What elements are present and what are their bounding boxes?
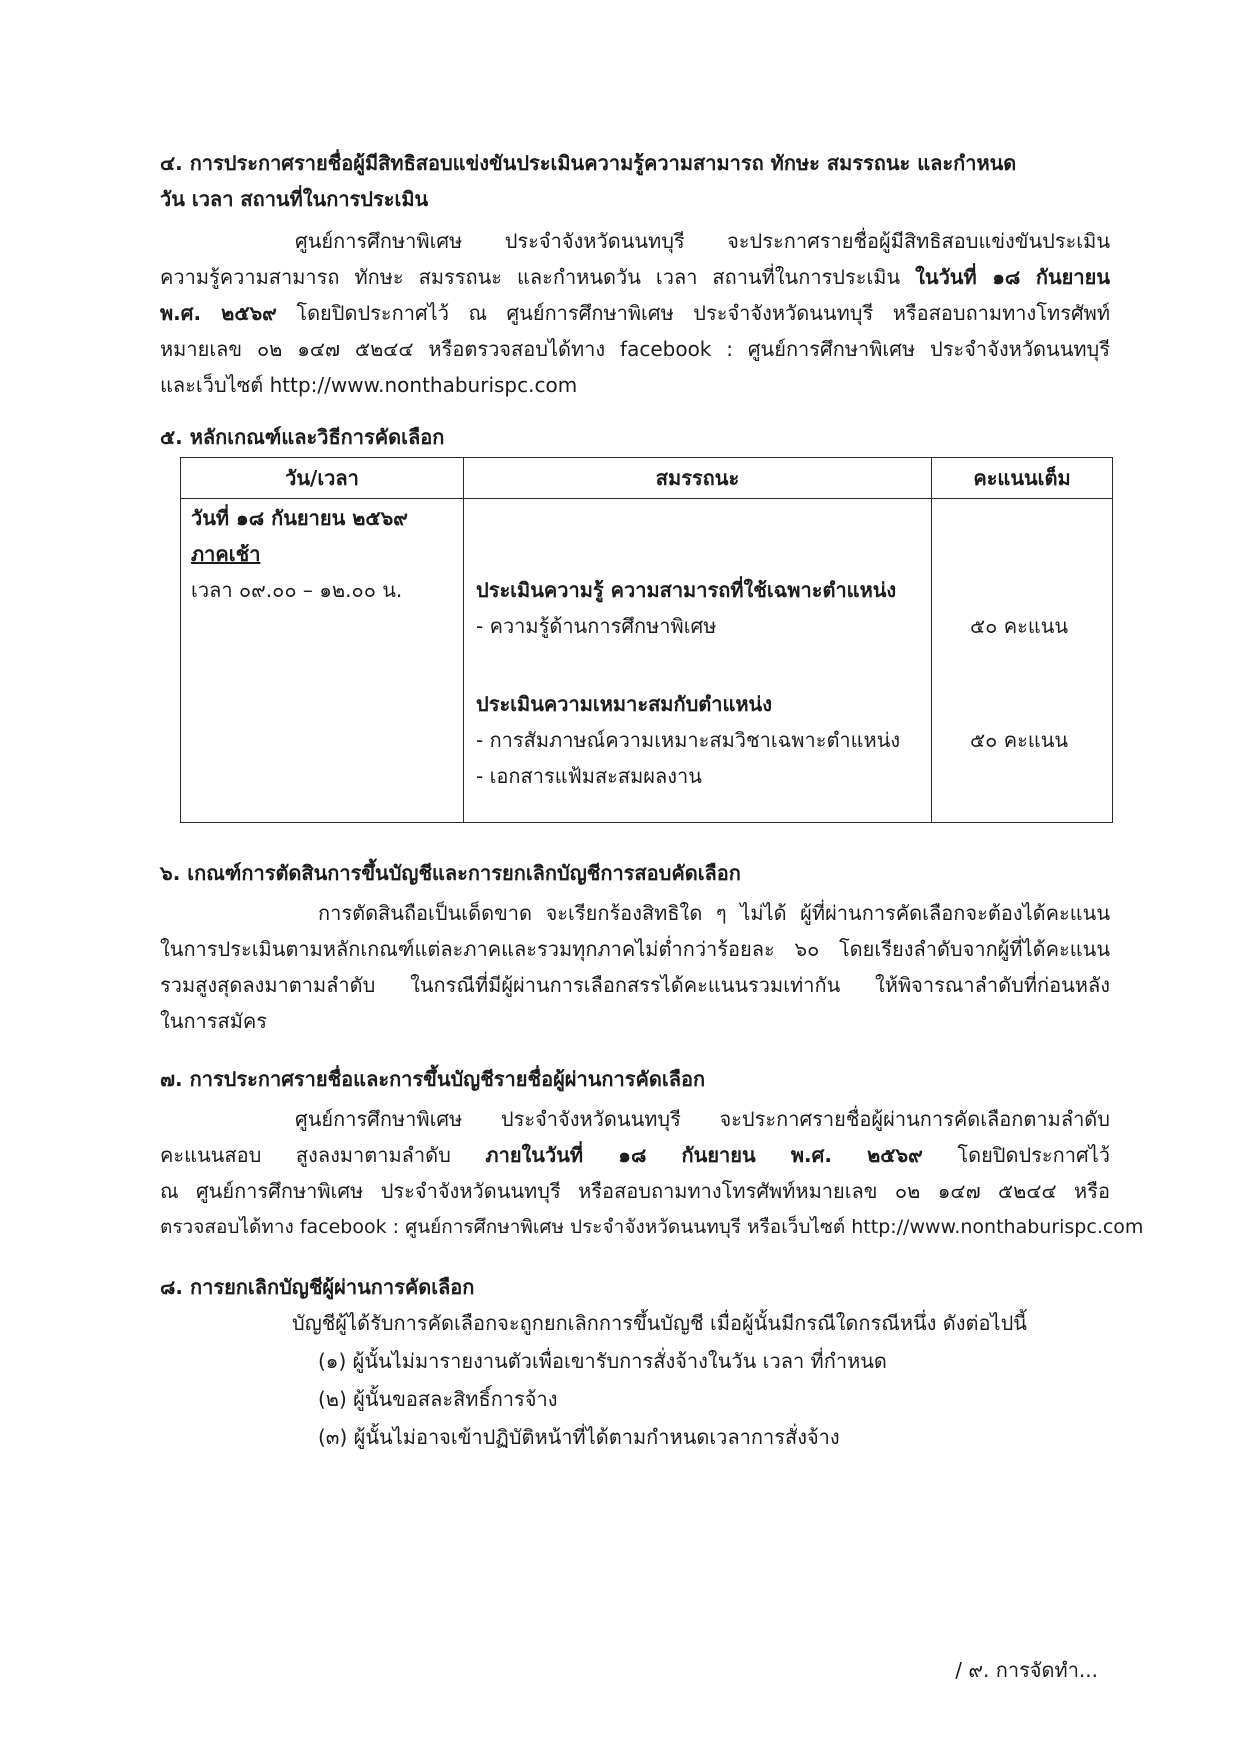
cell-competency [464, 499, 932, 823]
table-row [181, 499, 1113, 823]
score-1: ๕๐ คะแนน [970, 614, 1069, 638]
header-competency: สมรรถนะ [464, 458, 932, 499]
section-8-intro: บัญชีผู้ได้รับการคัดเลือกจะถูกยกเลิกการขึ้นบัญชี เมื่อผู้นั้นมีกรณีใดกรณีหนึ่ง ดังต่อไปนี้ [292, 1311, 1027, 1335]
section-4-paragraph-line3: พ.ศ. ๒๕๖๙ โดยปิดประกาศไว้ ณ ศูนย์การศึกษาพิเศษ ประจำจังหวัดนนทบุรี หรือสอบถามทางโทรศัพท์ [160, 301, 1111, 325]
section-4-paragraph-line4: หมายเลข ๐๒ ๑๔๗ ๕๒๔๔ หรือตรวจสอบได้ทาง facebook : ศูนย์การศึกษาพิเศษ ประจำจังหวัดนนทบุรี [160, 337, 1110, 361]
section-6-paragraph-line4: ในการสมัคร [160, 1009, 268, 1033]
section-4-paragraph-line5: และเว็บไซต์ http://www.nonthaburispc.com [160, 373, 578, 397]
session-label: ภาคเช้า [191, 542, 261, 566]
cell-date-time [181, 499, 464, 823]
section-8-item-3: (๓) ผู้นั้นไม่อาจเข้าปฏิบัติหน้าที่ได้ตามกำหนดเวลาการสั่งจ้าง [318, 1425, 840, 1449]
competency-2-item-1: - การสัมภาษณ์ความเหมาะสมวิชาเฉพาะตำแหน่ง [476, 728, 901, 752]
section-6-paragraph-line1: การตัดสินถือเป็นเด็ดขาด จะเรียกร้องสิทธิใด ๆ ไม่ได้ ผู้ที่ผ่านการคัดเลือกจะต้องได้คะแนน [318, 901, 1110, 925]
section-8-heading: ๘. การยกเลิกบัญชีผู้ผ่านการคัดเลือก [160, 1275, 475, 1299]
section-7-heading: ๗. การประกาศรายชื่อและการขึ้นบัญชีรายชื่อผู้ผ่านการคัดเลือก [160, 1067, 706, 1091]
section-5-heading: ๕. หลักเกณฑ์และวิธีการคัดเลือก [160, 425, 445, 449]
competency-2-title: ประเมินความเหมาะสมกับตำแหน่ง [476, 692, 772, 716]
page-continuation-footer: / ๙. การจัดทำ... [955, 1658, 1098, 1682]
section-6-paragraph-line3: รวมสูงสุดลงมาตามลำดับ ในกรณีที่มีผู้ผ่านการเลือกสรรได้คะแนนรวมเท่ากัน ให้พิจารณาลำดับที่ก่อนหลัง [160, 973, 1110, 997]
section-6-heading: ๖. เกณฑ์การตัดสินการขึ้นบัญชีและการยกเลิกบัญชีการสอบคัดเลือก [160, 861, 741, 885]
score-2: ๕๐ คะแนน [970, 728, 1069, 752]
table-header-row [181, 458, 1113, 499]
section-6-paragraph-line2: ในการประเมินตามหลักเกณฑ์แต่ละภาคและรวมทุกภาคไม่ต่ำกว่าร้อยละ ๖๐ โดยเรียงลำดับจากผู้ที่ได้คะแนน [160, 937, 1110, 961]
section-7-paragraph-line4: ตรวจสอบได้ทาง facebook : ศูนย์การศึกษาพิเศษ ประจำจังหวัดนนทบุรี หรือเว็บไซต์ http://www.nonthaburispc.com [160, 1216, 1144, 1238]
competency-2-item-2: - เอกสารแฟ้มสะสมผลงาน [476, 764, 702, 788]
competency-1-item: - ความรู้ด้านการศึกษาพิเศษ [476, 614, 717, 638]
header-full-score: คะแนนเต็ม [932, 458, 1113, 499]
section-8-item-2: (๒) ผู้นั้นขอสละสิทธิ์การจ้าง [318, 1387, 558, 1411]
section-4-paragraph-line1: ศูนย์การศึกษาพิเศษ ประจำจังหวัดนนทบุรี จะประกาศรายชื่อผู้มีสิทธิสอบแข่งขันประเมิน [295, 229, 1110, 253]
selection-criteria-table [180, 457, 1113, 823]
section-7-paragraph-line2: คะแนนสอบ สูงลงมาตามลำดับ ภายในวันที่ ๑๘ กันยายน พ.ศ. ๒๕๖๙ โดยปิดประกาศไว้ [160, 1143, 1110, 1167]
section-7-paragraph-line3: ณ ศูนย์การศึกษาพิเศษ ประจำจังหวัดนนทบุรี หรือสอบถามทางโทรศัพท์หมายเลข ๐๒ ๑๔๗ ๕๒๔๔ หรือ [160, 1179, 1110, 1203]
competency-1-title: ประเมินความรู้ ความสามารถที่ใช้เฉพาะตำแหน่ง [476, 578, 897, 602]
header-date-time: วัน/เวลา [181, 458, 464, 499]
exam-date: วันที่ ๑๘ กันยายน ๒๕๖๙ [191, 506, 408, 530]
section-7-paragraph-line1: ศูนย์การศึกษาพิเศษ ประจำจังหวัดนนทบุรี จะประกาศรายชื่อผู้ผ่านการคัดเลือกตามลำดับ [295, 1107, 1110, 1131]
section-8-item-1: (๑) ผู้นั้นไม่มารายงานตัวเพื่อเขารับการสั่งจ้างในวัน เวลา ที่กำหนด [318, 1349, 887, 1373]
exam-time: เวลา ๐๙.๐๐ – ๑๒.๐๐ น. [191, 578, 403, 602]
cell-full-score [932, 499, 1113, 823]
section-4-heading-line2: วัน เวลา สถานที่ในการประเมิน [160, 187, 429, 211]
section-4-paragraph-line2: ความรู้ความสามารถ ทักษะ สมรรถนะ และกำหนดวัน เวลา สถานที่ในการประเมิน ในวันที่ ๑๘ กันยายน [160, 265, 1110, 289]
section-4-heading-line1: ๔. การประกาศรายชื่อผู้มีสิทธิสอบแข่งขันประเมินความรู้ความสามารถ ทักษะ สมรรถนะ และกำหนด [160, 151, 1017, 175]
